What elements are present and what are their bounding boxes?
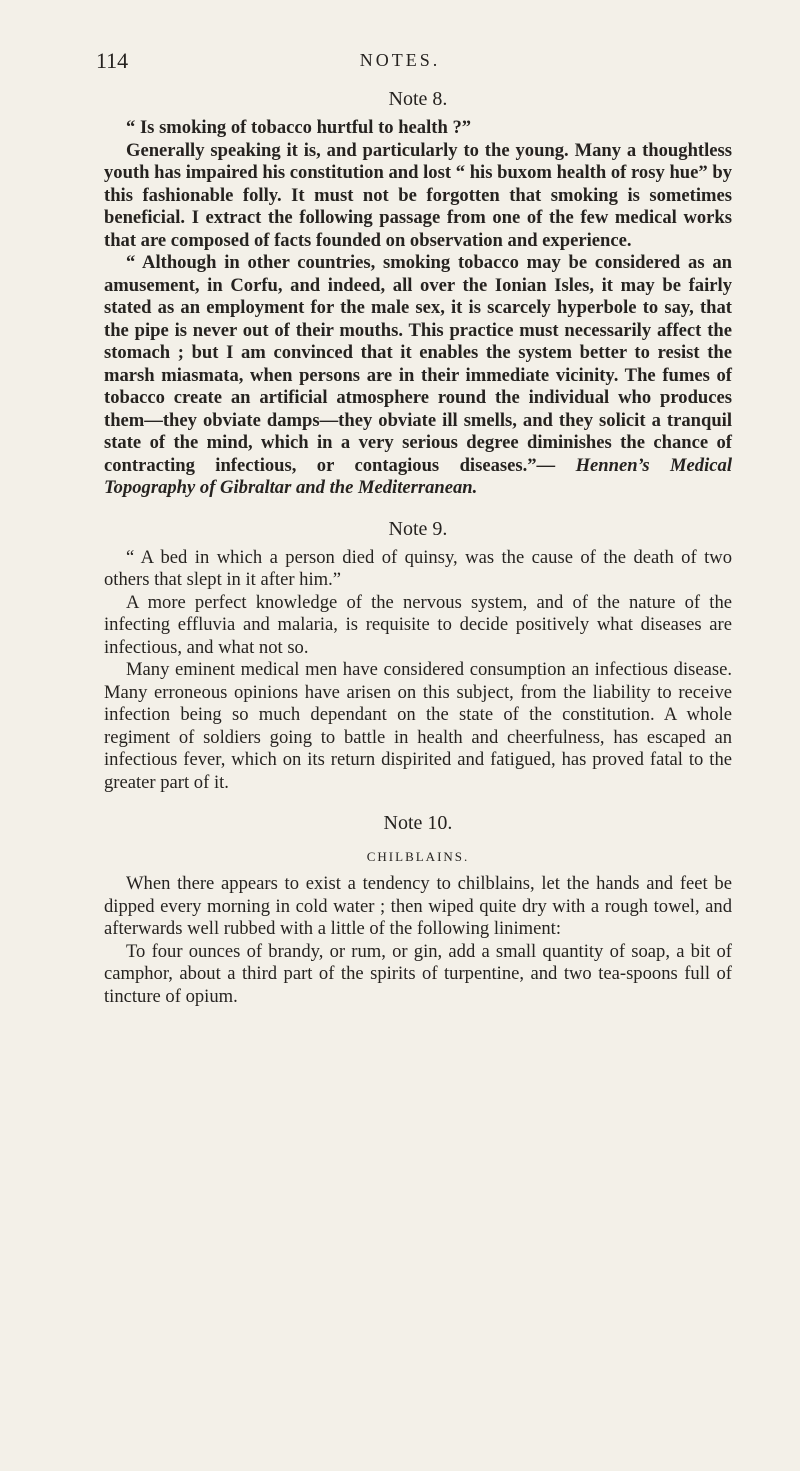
page-header xyxy=(96,48,704,78)
note-8-quote-block xyxy=(104,252,732,500)
running-title: NOTES. xyxy=(359,50,441,70)
note-8-question: “ Is smoking of tobacco hurtful to health ?” xyxy=(126,117,472,138)
note-9-paragraph-1: A more perfect knowledge of the nervous system, and of the nature of the infecting effluvia and malaria, is requisite to decide positively what diseases are infectious, and what not so. xyxy=(104,591,732,658)
note-8-heading: Note 8. xyxy=(388,88,448,110)
note-10 xyxy=(104,812,732,1008)
note-9-question: “ A bed in which a person died of quinsy, was the cause of the death of two others that slept in it after him.” xyxy=(104,546,732,590)
note-9-paragraph-2: Many eminent medical men have considered consumption an infectious disease. Many erroneous opinions have arisen on this subject, from the liability to receive infection being so much dependant on the state of the constitution. A whole regiment of soldiers going to battle in health and cheerfulness, has escaped an infectious fever, which on its return dispirited and fatigued, has proved fatal to the greater part of it. xyxy=(104,659,732,793)
note-10-subheading: CHILBLAINS. xyxy=(366,849,470,864)
page-body xyxy=(104,88,732,1008)
note-8-citation: Hennen’s Medical Topography of Gibraltar and the Mediterranean. xyxy=(104,454,732,498)
note-10-paragraph-1: When there appears to exist a tendency to chilblains, let the hands and feet be dipped every morning in cold water ; then wiped quite dry with a rough towel, and afterwards well rubbed with a little of the following liniment: xyxy=(104,873,732,939)
note-9 xyxy=(104,518,732,795)
note-9-heading: Note 9. xyxy=(388,517,448,540)
note-8 xyxy=(104,88,732,500)
note-10-heading: Note 10. xyxy=(383,812,453,834)
note-8-paragraph: Generally speaking it is, and particularly to the young. Many a thoughtless youth has impaired his constitution and lost “ his buxom health of rosy hue” by this fashionable folly. It must not be forgotten that smoking is sometimes beneficial. I extract the following passage from one of the few medical works that are composed of facts founded on observation and experience. xyxy=(104,139,732,251)
note-10-paragraph-2: To four ounces of brandy, or rum, or gin, add a small quantity of soap, a bit of camphor, about a third part of the spirits of turpentine, and two tea-spoons full of tincture of opium. xyxy=(104,940,732,1007)
page-number: 114 xyxy=(96,48,129,73)
note-8-quote: “ Although in other countries, smoking tobacco may be considered as an amusement, in Corfu, and indeed, all over the Ionian Isles, it may be fairly stated as an employment for the male sex, it is scarcely hyperbole to say, that the pipe is never out of their mouths. This practice must necessarily affect the stomach ; but I am convinced that it enables the system better to resist the marsh miasmata, when persons are in their immediate vicinity. The fumes of tobacco create an artificial atmosphere round the individual who produces them—they obviate damps—they obviate ill smells, and they solicit a tranquil state of the mind, which in a very serious degree diminishes the chance of contracting infectious, or contagious diseases.”— xyxy=(104,252,732,476)
